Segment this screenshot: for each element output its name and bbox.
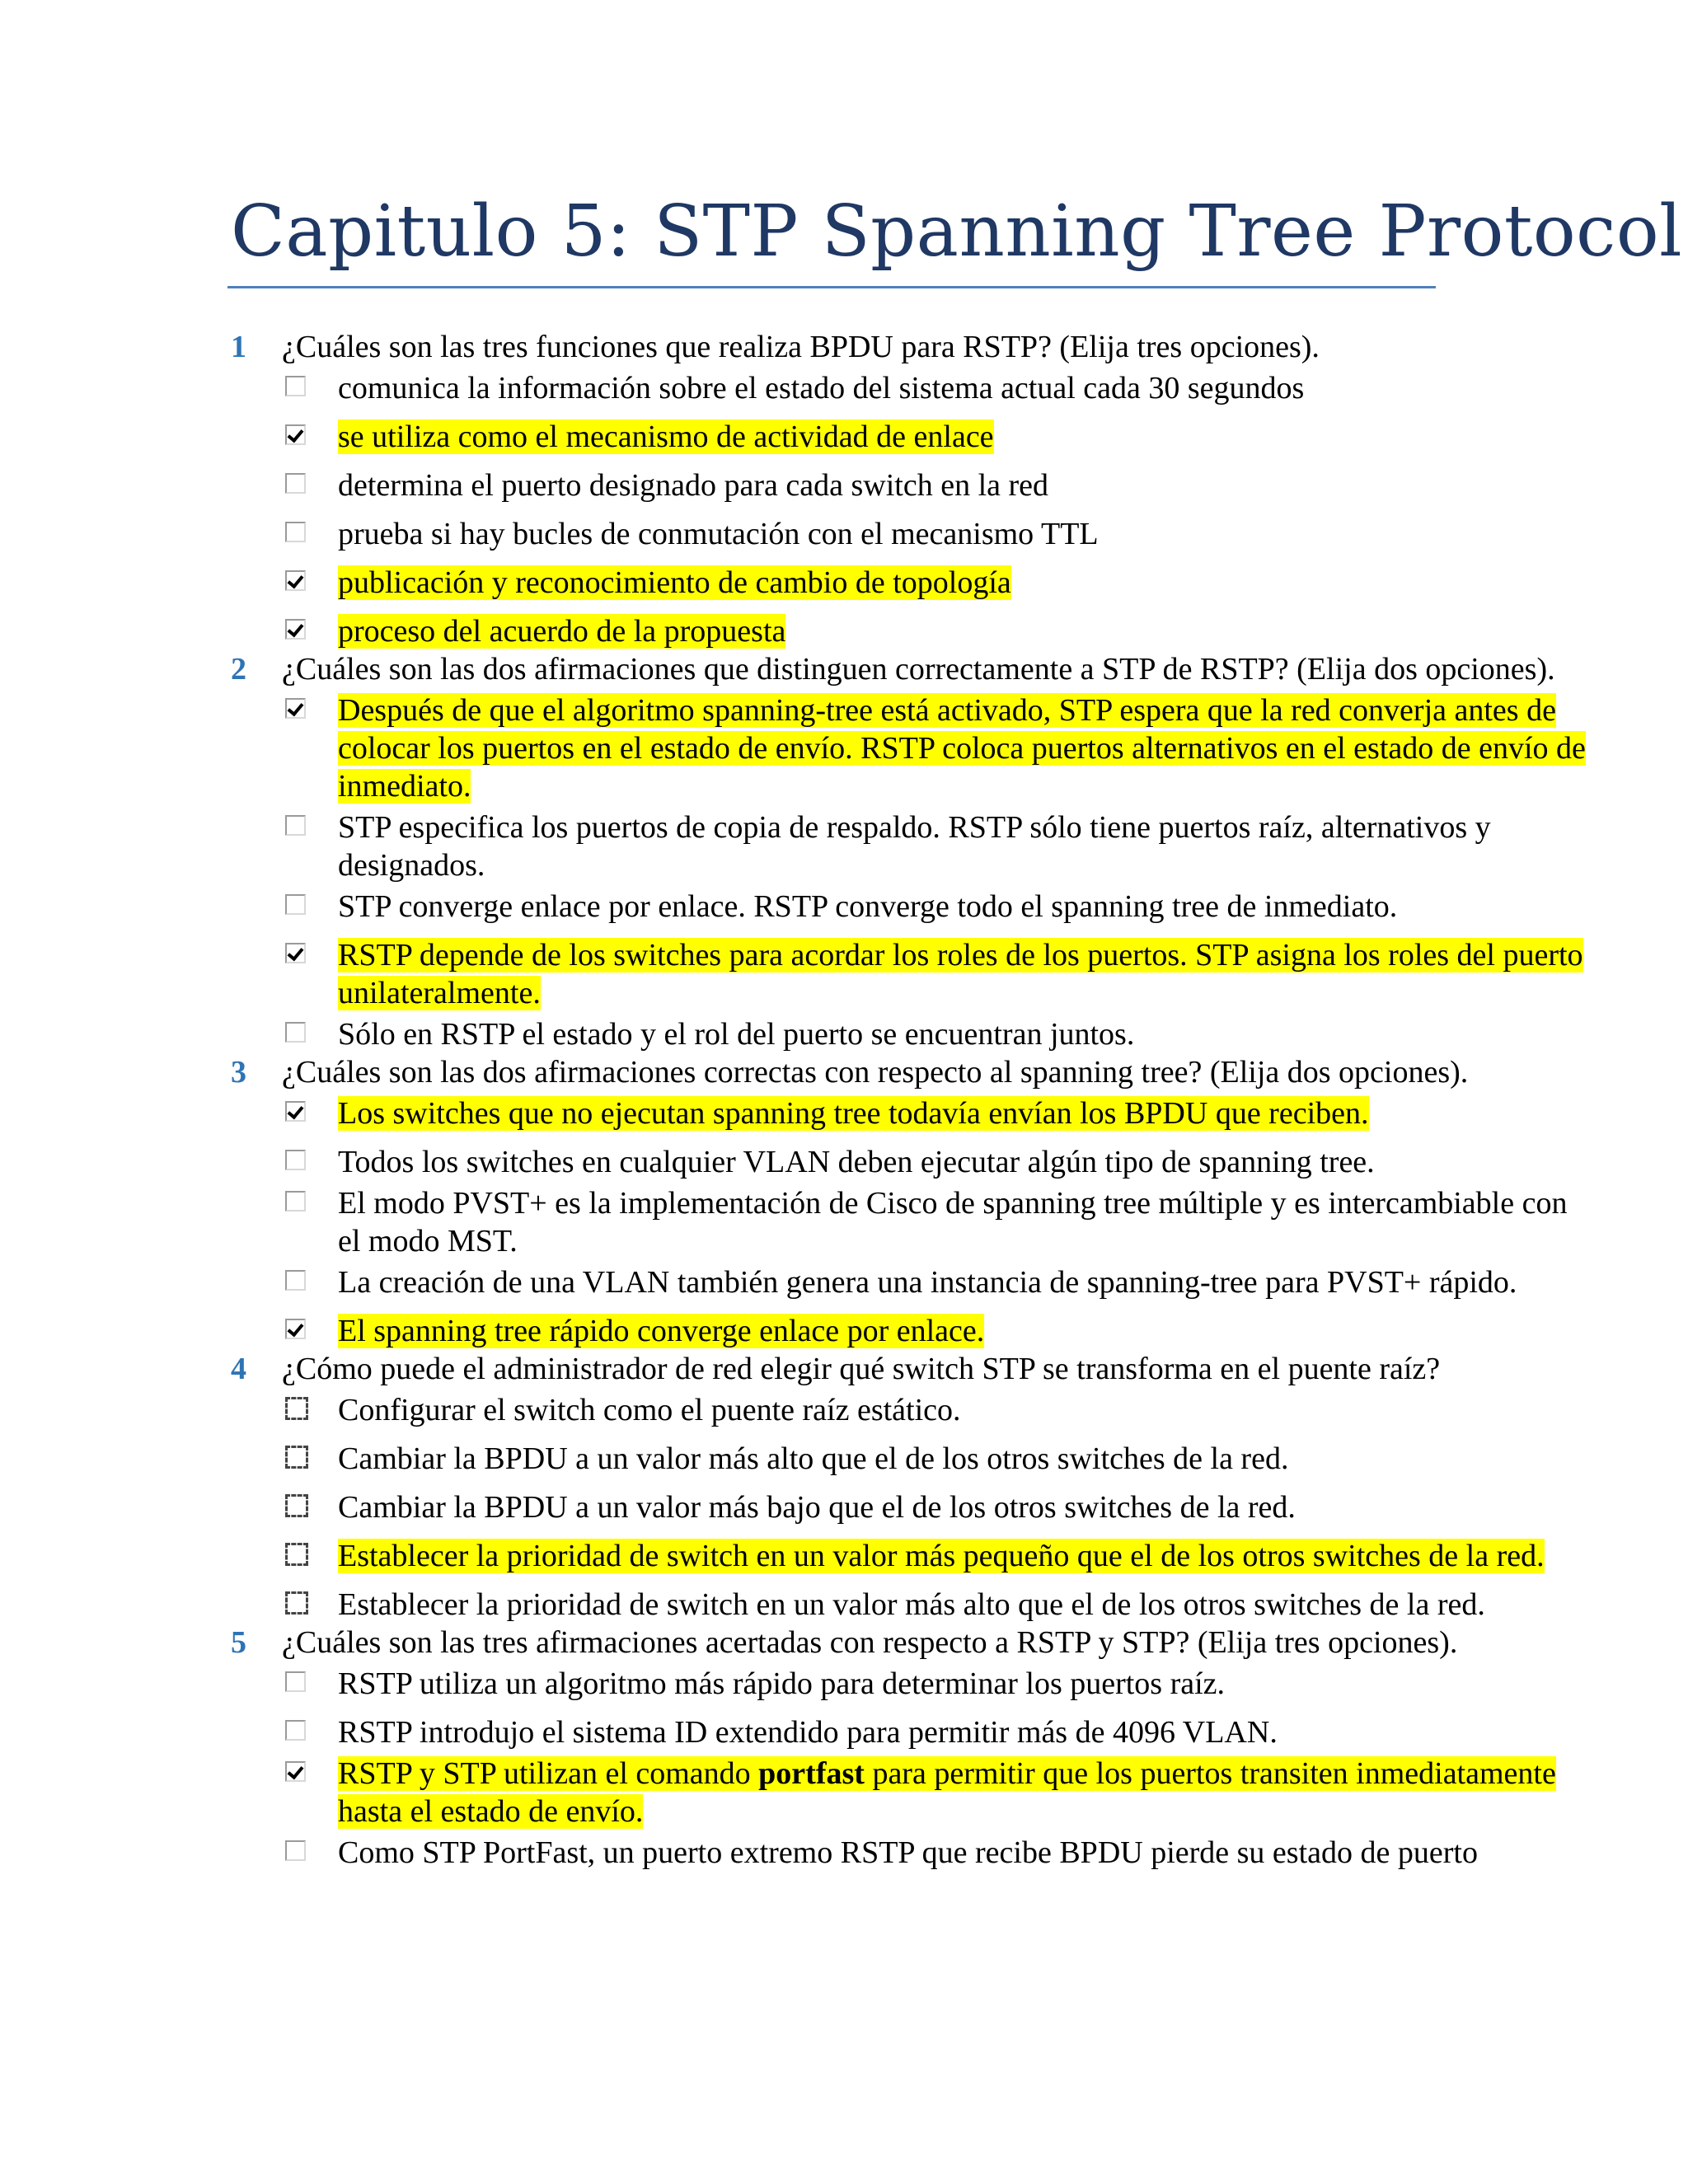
option-text: RSTP introdujo el sistema ID extendido para permitir más de 4096 VLAN. <box>338 1715 1278 1750</box>
option-text: Cambiar la BPDU a un valor más bajo que el de los otros switches de la red. <box>338 1490 1296 1525</box>
option-text: Cambiar la BPDU a un valor más alto que el de los otros switches de la red. <box>338 1441 1289 1476</box>
option[interactable] <box>338 888 1591 926</box>
checkbox-checked-icon[interactable] <box>285 698 306 719</box>
question-number: 2 <box>231 652 246 687</box>
option[interactable] <box>338 936 1591 1012</box>
option-text: Como STP PortFast, un puerto extremo RSTP que recibe BPDU pierde su estado de puerto <box>338 1835 1478 1870</box>
checkbox-checked-icon[interactable] <box>285 1101 306 1122</box>
option-text: Establecer la prioridad de switch en un valor más pequeño que el de los otros switches de la red. <box>338 1539 1545 1573</box>
radio-unselected-icon[interactable] <box>285 1543 308 1566</box>
option[interactable] <box>338 564 1591 602</box>
checkbox-checked-icon[interactable] <box>285 943 306 963</box>
question-text: ¿Cómo puede el administrador de red elegir qué switch STP se transforma en el puente raíz? <box>282 1352 1441 1386</box>
option[interactable] <box>338 1312 1591 1350</box>
option-text: se utiliza como el mecanismo de actividad de enlace <box>338 419 994 454</box>
question-1 <box>231 328 1601 366</box>
option-text: El modo PVST+ es la implementación de Cisco de spanning tree múltiple y es intercambiable con el modo MST. <box>338 1186 1568 1258</box>
option-text: STP especifica los puertos de copia de respaldo. RSTP sólo tiene puertos raíz, alternativos y designados. <box>338 810 1491 883</box>
option-text: Los switches que no ejecutan spanning tree todavía envían los BPDU que reciben. <box>338 1096 1369 1131</box>
option-text: Todos los switches en cualquier VLAN deben ejecutar algún tipo de spanning tree. <box>338 1145 1375 1179</box>
question-number: 4 <box>231 1352 246 1386</box>
option[interactable] <box>338 1586 1591 1624</box>
option-text: publicación y reconocimiento de cambio de topología <box>338 565 1011 600</box>
checkbox-unchecked-icon[interactable] <box>285 1840 306 1861</box>
option[interactable] <box>338 1488 1591 1526</box>
question-3 <box>231 1053 1601 1091</box>
question-text: ¿Cuáles son las tres afirmaciones acertadas con respecto a RSTP y STP? (Elija tres opciones). <box>282 1625 1458 1660</box>
option[interactable] <box>338 1391 1591 1429</box>
radio-unselected-icon[interactable] <box>285 1397 308 1420</box>
option-text: Sólo en RSTP el estado y el rol del puerto se encuentran juntos. <box>338 1017 1135 1052</box>
question-5 <box>231 1624 1601 1661</box>
option[interactable] <box>338 1834 1591 1872</box>
option[interactable] <box>338 466 1591 504</box>
option[interactable] <box>338 1440 1591 1478</box>
checkbox-unchecked-icon[interactable] <box>285 376 306 396</box>
question-list <box>0 328 1688 1872</box>
checkbox-unchecked-icon[interactable] <box>285 815 306 836</box>
checkbox-unchecked-icon[interactable] <box>285 1720 306 1741</box>
option[interactable] <box>338 1184 1591 1260</box>
option[interactable] <box>338 369 1591 407</box>
option-text <box>338 1756 1556 1829</box>
option[interactable] <box>338 1665 1591 1703</box>
page-title: Capitulo 5: STP Spanning Tree Protocol <box>231 190 1683 273</box>
option[interactable] <box>338 1143 1591 1181</box>
option-text: Establecer la prioridad de switch en un valor más alto que el de los otros switches de la red. <box>338 1587 1485 1622</box>
option-text-part: para permitir que los puertos transiten inmediatamente hasta el estado de envío. <box>338 1756 1556 1829</box>
option-text: prueba si hay bucles de conmutación con el mecanismo TTL <box>338 517 1099 551</box>
checkbox-unchecked-icon[interactable] <box>285 1671 306 1692</box>
command-keyword: portfast <box>758 1756 865 1791</box>
checkbox-unchecked-icon[interactable] <box>285 894 306 915</box>
option-text: comunica la información sobre el estado del sistema actual cada 30 segundos <box>338 371 1305 405</box>
option[interactable] <box>338 808 1591 884</box>
checkbox-unchecked-icon[interactable] <box>285 1191 306 1212</box>
checkbox-unchecked-icon[interactable] <box>285 473 306 494</box>
checkbox-checked-icon[interactable] <box>285 570 306 591</box>
option-text: RSTP depende de los switches para acordar los roles de los puertos. STP asigna los roles del puerto unilateralmente. <box>338 938 1583 1010</box>
option[interactable] <box>338 1755 1591 1830</box>
checkbox-unchecked-icon[interactable] <box>285 1150 306 1170</box>
option-text: proceso del acuerdo de la propuesta <box>338 614 786 649</box>
option[interactable] <box>338 1094 1591 1132</box>
option[interactable] <box>338 691 1591 805</box>
option-text: determina el puerto designado para cada switch en la red <box>338 468 1049 503</box>
option[interactable] <box>338 1537 1591 1575</box>
question-number: 5 <box>231 1625 246 1660</box>
radio-unselected-icon[interactable] <box>285 1591 308 1615</box>
checkbox-checked-icon[interactable] <box>285 1761 306 1782</box>
option-text: Configurar el switch como el puente raíz estático. <box>338 1393 961 1427</box>
option-text: STP converge enlace por enlace. RSTP converge todo el spanning tree de inmediato. <box>338 889 1398 924</box>
option-text: El spanning tree rápido converge enlace por enlace. <box>338 1314 985 1348</box>
checkbox-checked-icon[interactable] <box>285 1319 306 1339</box>
option[interactable] <box>338 1015 1591 1053</box>
option[interactable] <box>338 418 1591 456</box>
title-underline <box>227 286 1436 288</box>
option-text: Después de que el algoritmo spanning-tree está activado, STP espera que la red converja antes de colocar los puertos en el estado de envío. RSTP coloca puertos alternativos en el estado de envío de inmediato. <box>338 693 1586 804</box>
checkbox-checked-icon[interactable] <box>285 619 306 640</box>
option-text: RSTP utiliza un algoritmo más rápido para determinar los puertos raíz. <box>338 1666 1226 1701</box>
question-number: 1 <box>231 330 246 364</box>
checkbox-checked-icon[interactable] <box>285 424 306 445</box>
question-text: ¿Cuáles son las tres funciones que realiza BPDU para RSTP? (Elija tres opciones). <box>282 330 1320 364</box>
option[interactable] <box>338 612 1591 650</box>
option[interactable] <box>338 1713 1591 1751</box>
question-text: ¿Cuáles son las dos afirmaciones correctas con respecto al spanning tree? (Elija dos opciones). <box>282 1055 1469 1090</box>
option[interactable] <box>338 1263 1591 1301</box>
question-number: 3 <box>231 1055 246 1090</box>
question-4 <box>231 1350 1601 1388</box>
question-2 <box>231 650 1601 688</box>
radio-unselected-icon[interactable] <box>285 1494 308 1517</box>
checkbox-unchecked-icon[interactable] <box>285 1022 306 1043</box>
radio-unselected-icon[interactable] <box>285 1446 308 1469</box>
question-text: ¿Cuáles son las dos afirmaciones que distinguen correctamente a STP de RSTP? (Elija dos opciones). <box>282 652 1555 687</box>
checkbox-unchecked-icon[interactable] <box>285 1270 306 1291</box>
option-text-part: RSTP y STP utilizan el comando <box>338 1756 759 1791</box>
option[interactable] <box>338 515 1591 553</box>
option-text: La creación de una VLAN también genera una instancia de spanning-tree para PVST+ rápido. <box>338 1265 1517 1300</box>
checkbox-unchecked-icon[interactable] <box>285 522 306 542</box>
